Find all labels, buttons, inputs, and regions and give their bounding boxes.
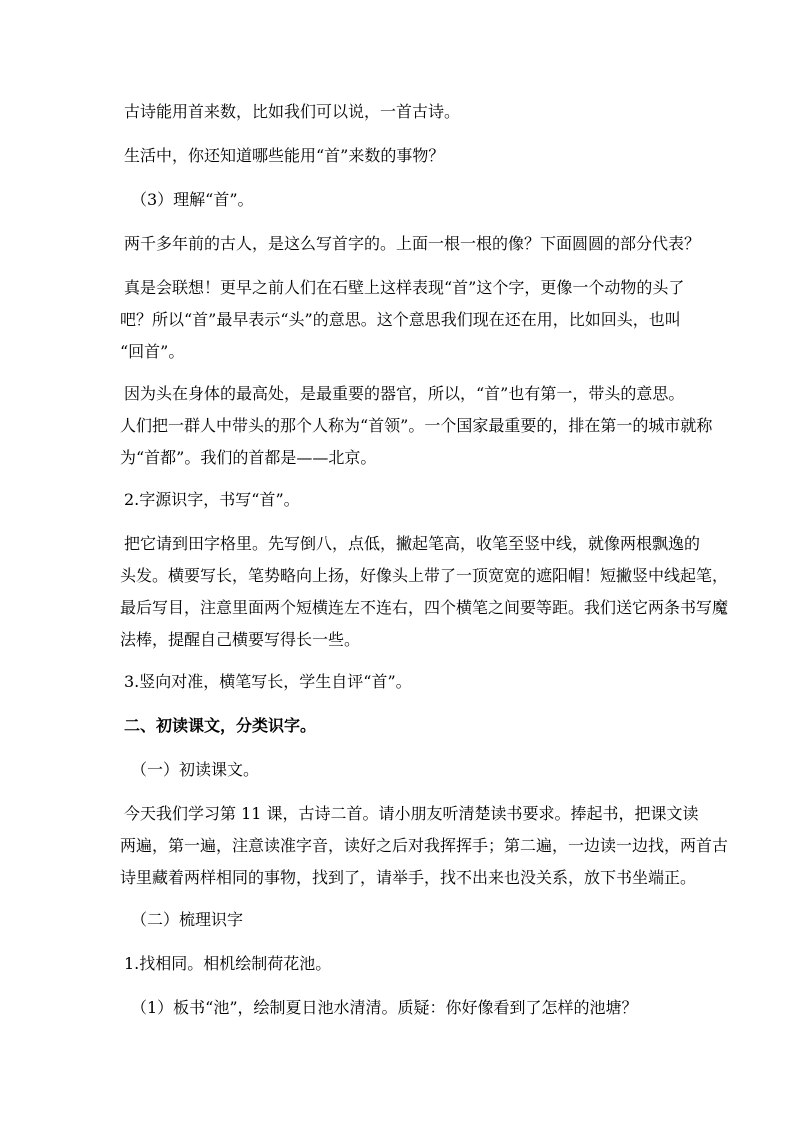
paragraph bbox=[0, 272, 794, 368]
paragraph bbox=[0, 184, 794, 216]
paragraph-line: 今天我们学习第 11 课，古诗二首。请小朋友听清楚读书要求。捧起书，把课文读 bbox=[124, 804, 699, 823]
paragraph-line: （一）初读课文。 bbox=[131, 760, 260, 779]
paragraph-line: 最后写目，注意里面两个短横连左不连右，四个横笔之间要等距。我们送它两条书写魔 bbox=[120, 598, 729, 617]
paragraph-line: 2.字源识字，书写“首”。 bbox=[124, 490, 300, 509]
paragraph bbox=[0, 710, 794, 742]
paragraph-line: 头发。横要写长，笔势略向上扬，好像头上带了一顶宽宽的遮阳帽！短撇竖中线起笔， bbox=[120, 566, 729, 585]
paragraph-line: 因为头在身体的最高处，是最重要的器官，所以，“首”也有第一，带头的意思。 bbox=[124, 384, 685, 403]
paragraph-line: 两遍，第一遍，注意读准字音，读好之后对我挥挥手；第二遍，一边读一边找，两首古 bbox=[120, 836, 729, 855]
paragraph bbox=[0, 992, 794, 1024]
paragraph-line: 1.找相同。相机绘制荷花池。 bbox=[124, 954, 332, 973]
paragraph-line: 3.竖向对准，横笔写长，学生自评“首”。 bbox=[124, 672, 412, 691]
paragraph-line: （二）梳理识字 bbox=[131, 910, 244, 929]
paragraph-line: 二、初读课文，分类识字。 bbox=[124, 716, 317, 735]
paragraph bbox=[0, 96, 794, 128]
paragraph-line: 两千多年前的古人，是这么写首字的。上面一根一根的像？下面圆圆的部分代表？ bbox=[124, 234, 701, 253]
paragraph bbox=[0, 666, 794, 698]
paragraph-line: 真是会联想！更早之前人们在石壁上这样表现“首”这个字，更像一个动物的头了 bbox=[124, 278, 685, 297]
paragraph bbox=[0, 798, 794, 894]
paragraph-line: 诗里藏着两样相同的事物，找到了，请举手，找不出来也没关系，放下书坐端正。 bbox=[120, 868, 697, 887]
paragraph-line: 法棒，提醒自己横要写得长一些。 bbox=[120, 630, 361, 649]
paragraph bbox=[0, 140, 794, 172]
paragraph bbox=[0, 754, 794, 786]
paragraph bbox=[0, 904, 794, 936]
paragraph bbox=[0, 378, 794, 474]
paragraph bbox=[0, 948, 794, 980]
paragraph-line: （1）板书“池”，绘制夏日池水清清。质疑：你好像看到了怎样的池塘？ bbox=[131, 998, 638, 1017]
paragraph-line: （3）理解“首”。 bbox=[131, 190, 254, 209]
paragraph-line: 人们把一群人中带头的那个人称为“首领”。一个国家最重要的，排在第一的城市就称 bbox=[120, 416, 713, 435]
paragraph-line: 古诗能用首来数，比如我们可以说，一首古诗。 bbox=[124, 102, 461, 121]
paragraph-line: 把它请到田字格里。先写倒八，点低，撇起笔高，收笔至竖中线，就像两根飘逸的 bbox=[124, 534, 701, 553]
paragraph-line: 为“首都”。我们的首都是——北京。 bbox=[120, 448, 377, 467]
paragraph-line: “回首”。 bbox=[120, 342, 185, 361]
paragraph-line: 吧？所以“首”最早表示“头”的意思。这个意思我们现在还在用，比如回头，也叫 bbox=[120, 310, 681, 329]
paragraph-line: 生活中，你还知道哪些能用“首”来数的事物？ bbox=[124, 146, 445, 165]
paragraph bbox=[0, 528, 794, 656]
paragraph bbox=[0, 484, 794, 516]
paragraph bbox=[0, 228, 794, 260]
